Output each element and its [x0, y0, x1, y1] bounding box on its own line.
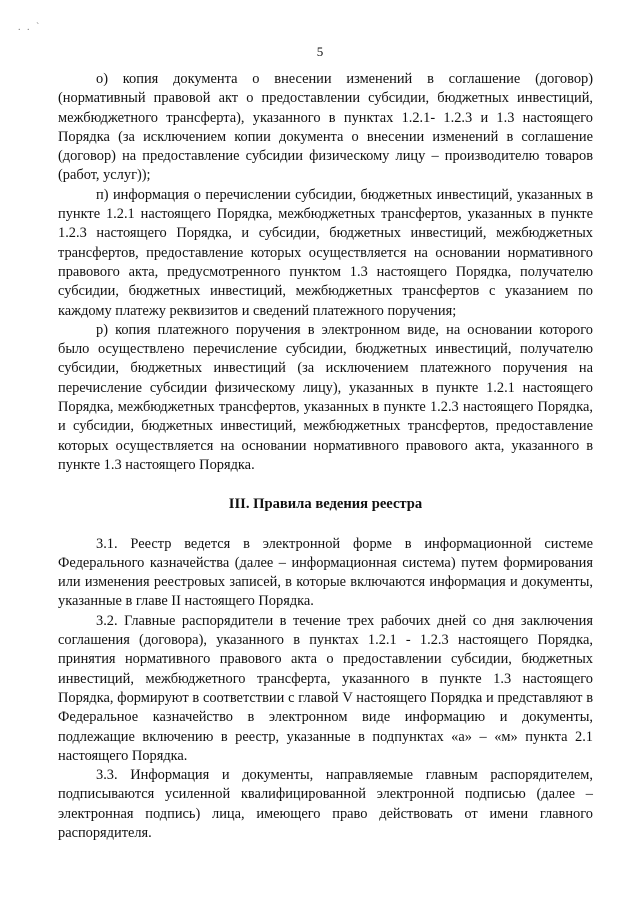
scan-artifact: . . `	[18, 22, 42, 33]
paragraph-p: п) информация о перечислении субсидии, бюджетных инвестиций, указанных в пункте 1.2.1 настоящего Порядка, межбюджетных трансфертов, указанных в пункте 1.2.3 настоящего Порядка, и субсидии, бюджетных инвестиций, межбюджетных трансфертов, предоставление которых осуществляется на основании нормативного правового акта, предусмотренного пунктом 1.3 настоящего Порядка, получателю субсидии, бюджетных инвестиций, межбюджетных трансфертов с указанием по каждому платежу реквизитов и сведений платежного поручения;	[58, 186, 593, 319]
paragraph-3-3: 3.3. Информация и документы, направляемые главным распорядителем, подписываются усиленной квалифицированной электронной подписью (далее – электронная подпись) лица, имеющего право действовать от имени главного распорядителя.	[58, 767, 593, 841]
document-body	[58, 70, 593, 843]
paragraph-o: о) копия документа о внесении изменений в соглашение (договор) (нормативный правовой акт о предоставлении субсидии, бюджетных инвестиций, межбюджетного трансферта), указанного в пунктах 1.2.1- 1.2.3 и 1.3 настоящего Порядка (за исключением копии документа о внесении изменений в соглашение (договор) на предоставление субсидии физическому лицу – производителю товаров (работ, услуг));	[58, 71, 593, 184]
section-heading: III. Правила ведения реестра	[228, 496, 423, 513]
page-number: 5	[316, 44, 324, 59]
paragraph-3-1: 3.1. Реестр ведется в электронной форме в информационной системе Федерального казначейства (далее – информационная система) путем формирования или изменения реестровых записей, в которые включаются информация и документы, указанные в главе II настоящего Порядка.	[58, 535, 593, 610]
paragraph-r: р) копия платежного поручения в электронном виде, на основании которого было осуществлено перечисление субсидии, бюджетных инвестиций, получателю субсидии, бюджетных инвестиций (за исключением платежного поручения на перечисление субсидии физическому лицу), указанных в пункте 1.2.1 настоящего Порядка, межбюджетных трансфертов, указанных в пункте 1.2.3 настоящего Порядка, и субсидии, бюджетных инвестиций, межбюджетных трансфертов, предоставление которых осуществляется на основании нормативного правового акта, указанного в пункте 1.3 настоящего Порядка.	[58, 321, 593, 473]
paragraph-3-2: 3.2. Главные распорядители в течение трех рабочих дней со дня заключения соглашения (договора), указанного в пунктах 1.2.1 - 1.2.3 настоящего Порядка, принятия нормативного правового акта о предоставлении субсидии, бюджетных инвестиций, межбюджетного трансферта, указанного в пункте 1.3 настоящего Порядка, формируют в соответствии с главой V настоящего Порядка и представляют в Федеральное казначейство в электронном виде информацию и документы, подлежащие включению в реестр, указанные в подпунктах «а» – «м» пункта 2.1 настоящего Порядка.	[58, 612, 593, 764]
